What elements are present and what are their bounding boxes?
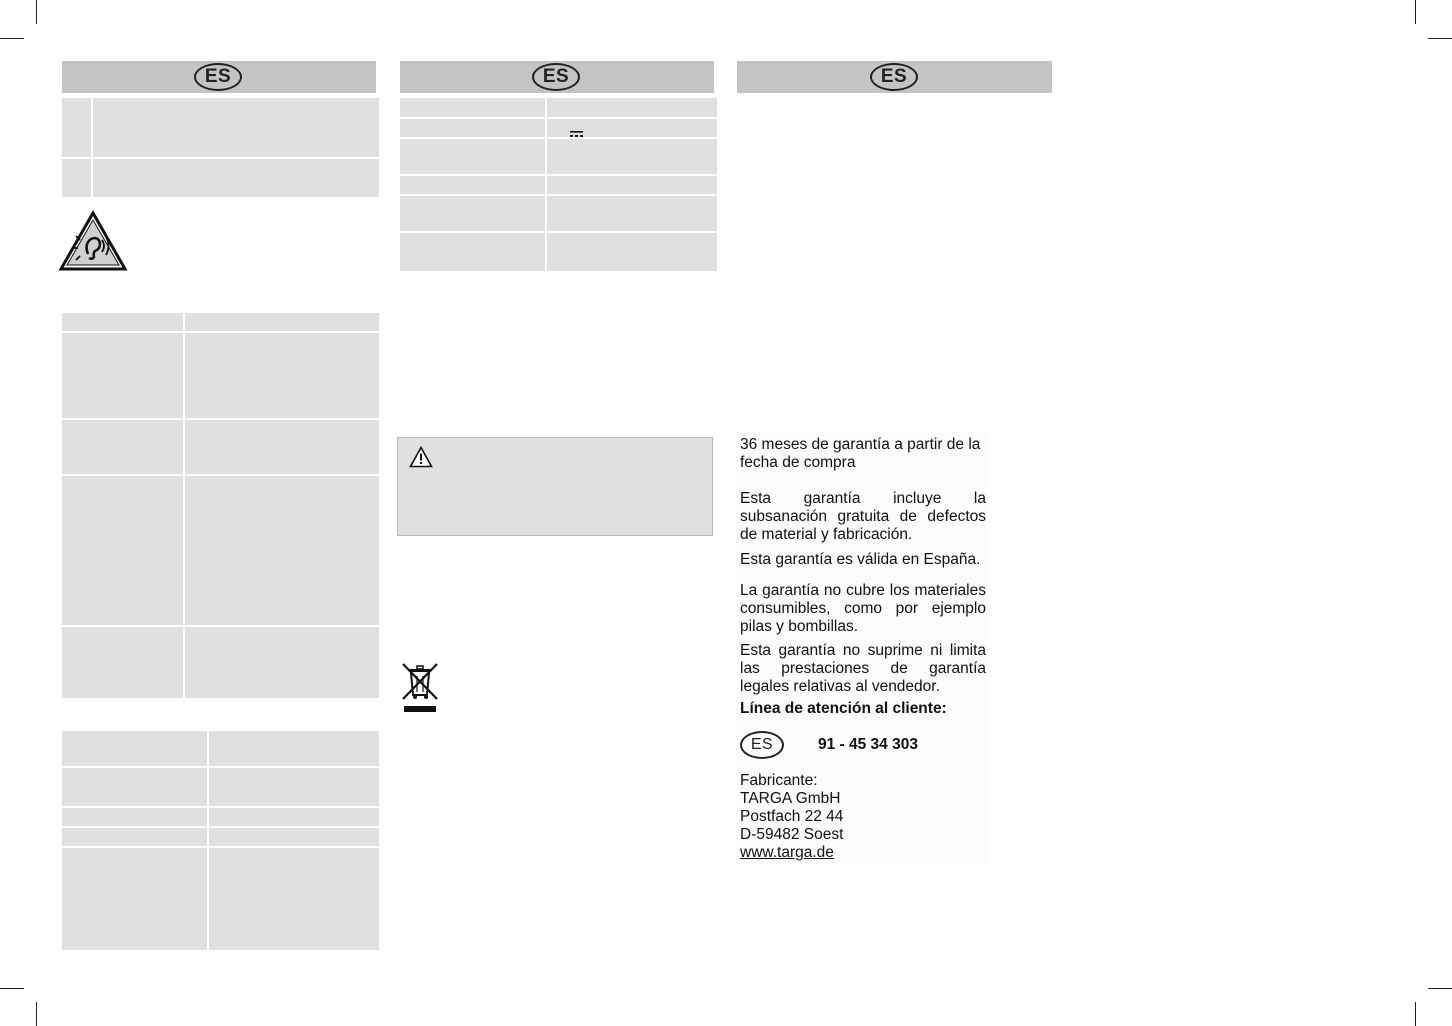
numbered-table: [62, 98, 379, 197]
table-divider: [207, 731, 209, 950]
crop-mark: [36, 0, 37, 24]
column-header-1: [62, 61, 376, 93]
table-cell: [400, 98, 717, 271]
warranty-validity: Esta garantía es válida en España.: [740, 551, 981, 568]
hotline-country-badge: ES: [740, 731, 784, 759]
warranty-period: 36 meses de garantía a partir de la fecha de compra: [740, 436, 981, 471]
table-divider: [62, 766, 379, 768]
column-header-3: [737, 61, 1052, 93]
manufacturer-name: TARGA GmbH: [740, 790, 841, 807]
hearing-damage-warning-icon: [58, 210, 128, 272]
manufacturer-label: Fabricante:: [740, 772, 818, 789]
warranty-legal-rights: Esta garantía no suprime ni limita las prestaciones de garantía legales relativas al vendedor.: [740, 642, 986, 695]
caution-triangle-icon: [409, 446, 433, 468]
table-divider: [400, 117, 717, 119]
warranty-section: [737, 432, 987, 864]
manufacturer-po-box: Postfach 22 44: [740, 808, 844, 825]
table-divider: [400, 137, 717, 139]
table-divider: [62, 157, 379, 159]
column-header-2: [400, 61, 714, 93]
table-divider: [400, 174, 717, 176]
table-divider: [62, 418, 379, 420]
table-divider: [400, 231, 717, 233]
crop-mark: [1428, 38, 1452, 39]
language-badge: ES: [870, 63, 918, 91]
warranty-coverage: Esta garantía incluye la subsanación gratuita de defectos de material y fabricación.: [740, 490, 986, 543]
table-divider: [91, 98, 93, 197]
table-divider: [62, 331, 379, 333]
hotline-number: 91 - 45 34 303: [818, 736, 918, 753]
table-cell: [62, 98, 379, 197]
crossed-out-wheelie-bin-icon: [400, 661, 440, 715]
hotline-label: Línea de atención al cliente:: [740, 700, 947, 717]
crop-mark: [36, 1002, 37, 1026]
table-divider: [62, 826, 379, 828]
table-divider: [62, 806, 379, 808]
table-cell: [62, 731, 379, 950]
direct-current-symbol-icon: [570, 125, 583, 132]
language-badge: ES: [194, 63, 242, 91]
spec-table-1: [62, 313, 379, 698]
technical-data-table: [400, 98, 717, 271]
table-divider: [400, 194, 717, 196]
crop-mark: [1428, 988, 1452, 989]
crop-mark: [1415, 0, 1416, 24]
crop-mark: [0, 38, 24, 39]
table-divider: [62, 625, 379, 627]
warranty-exclusions: La garantía no cubre los materiales consumibles, como por ejemplo pilas y bombillas.: [740, 582, 986, 635]
table-cell: [62, 313, 379, 698]
table-divider: [62, 474, 379, 476]
crop-mark: [1415, 1002, 1416, 1026]
caution-box: [397, 437, 713, 536]
table-divider: [183, 313, 185, 698]
spec-table-2: [62, 731, 379, 950]
crop-mark: [0, 988, 24, 989]
manufacturer-website-link[interactable]: www.targa.de: [740, 844, 834, 861]
table-divider: [545, 98, 547, 271]
table-divider: [62, 846, 379, 848]
manufacturer-city: D-59482 Soest: [740, 826, 844, 843]
language-badge: ES: [532, 63, 580, 91]
